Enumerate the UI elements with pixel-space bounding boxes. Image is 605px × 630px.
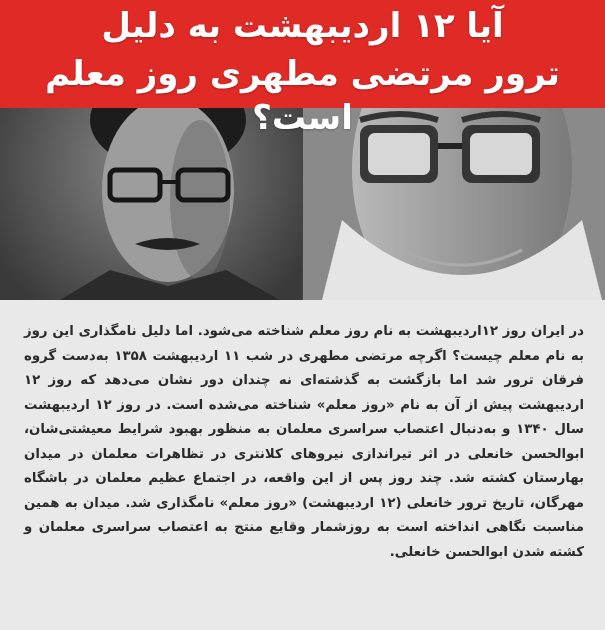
hero-image-area — [0, 0, 605, 300]
page-title-line-2: ترور مرتضی مطهری روز معلم است؟ — [45, 54, 560, 138]
article-body — [0, 300, 605, 630]
article-paragraph: در ایران روز ۱۲اردیبهشت به نام روز معلم شناخته می‌شود. اما دلیل نامگذاری این روز به نام معلم چیست؟ اگرچه مرتضی مطهری در شب ۱۱ اردیبهشت ۱۳۵۸ به‌دست گروه فرقان ترور شد اما بازگشت به گذشته‌ای نه چندان دور نشان می‌دهد که روز ۱۲ اردیبهشت پیش از آن به نام «روز معلم» شناخته می‌شده است. در روز ۱۲ اردیبهشت سال ۱۳۴۰ و به‌دنبال اعتصاب سراسری معلمان به منظور بهبود شرایط معیشتی‌شان، ابوالحسن خانعلی در اثر تیراندازی نیروهای کلانتری در تظاهرات معلمان در میدان بهارستان کشته شد. چند روز پس از این واقعه، در اجتماع عظیم معلمان در باشگاه مهرگان، تاریخ ترور خانعلی (۱۲ اردیبهشت) «روز معلم» نامگذاری شد. میدان به همین مناسبت نگاهی انداخته است به روزشمار وقایع منتج به اعتصاب سراسری معلمان و کشته شدن ابوالحسن خانعلی. — [24, 324, 584, 560]
page-title-line-1: آیا ۱۲ اردیبهشت به دلیل — [101, 6, 504, 46]
